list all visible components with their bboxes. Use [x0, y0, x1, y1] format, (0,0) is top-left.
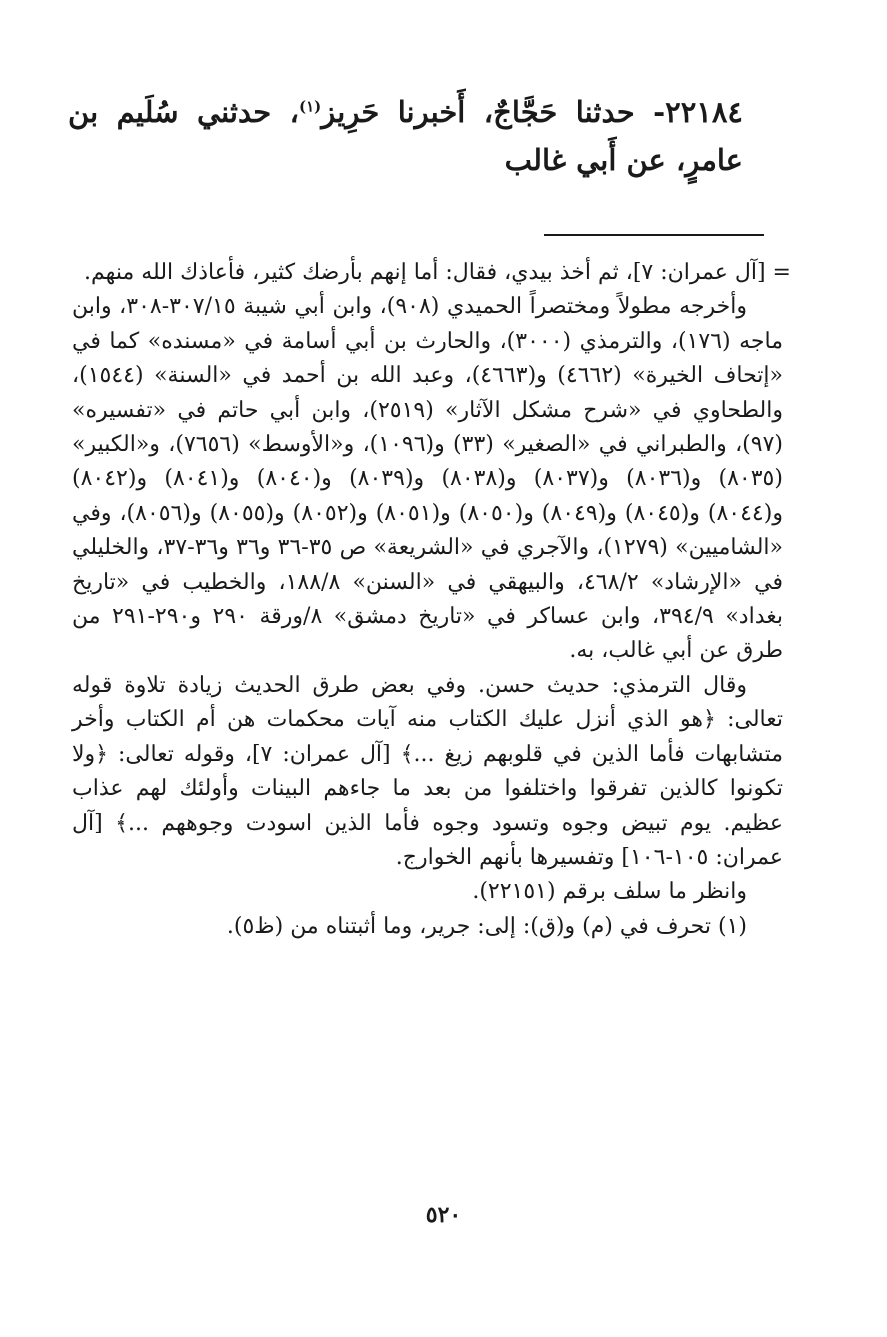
hadith-text: [68, 88, 783, 184]
footnote-divider: [544, 234, 764, 236]
hadith-isnad-part-1: حدثنا حَجَّاجٌ، أَخبرنا حَرِيز: [321, 95, 654, 129]
footnote-1: (١) تحرف في (م) و(ق): إلى: جرير، وما أثبتناه من (ظ٥).: [226, 913, 747, 939]
footnote-tirmidhi-comment: وقال الترمذي: حديث حسن. وفي بعض طرق الحديث زيادة تلاوة قوله تعالى: ﴿هو الذي أنزل عليك الكتاب منه آيات محكمات هن أم الكتاب وأخر متشابهات فأما الذين في قلوبهم زيغ ...﴾ [آل عمران: ٧]، وقوله تعالى: ﴿ولا تكونوا كالذين تفرقوا واختلفوا من بعد ما جاءهم البينات وأولئك لهم عذاب عظيم. يوم تبيض وجوه وتسود وجوه فأما الذين اسودت وجوههم ...﴾ [آل عمران: ١٠٥-١٠٦] وتفسيرها بأنهم الخوارج.: [72, 672, 783, 870]
footnote-takhrij: وأخرجه مطولاً ومختصراً الحميدي (٩٠٨)، وابن أبي شيبة ٣٠٧/١٥-٣٠٨، وابن ماجه (١٧٦)، والترمذي (٣٠٠٠)، والحارث بن أبي أسامة في «مسنده» كما في «إتحاف الخيرة» (٤٦٦٢) و(٤٦٦٣)، وعبد الله بن أحمد في «السنة» (١٥٤٤)، والطحاوي في «شرح مشكل الآثار» (٢٥١٩)، وابن أبي حاتم في «تفسيره» (٩٧)، والطبراني في «الصغير» (٣٣) و(١٠٩٦)، و«الأوسط» (٧٦٥٦)، و«الكبير» (٨٠٣٥) و(٨٠٣٦) و(٨٠٣٧) و(٨٠٣٨) و(٨٠٣٩) و(٨٠٤٠) و(٨٠٤١) و(٨٠٤٢) و(٨٠٤٤) و(٨٠٤٥) و(٨٠٤٩) و(٨٠٥٠) و(٨٠٥١) و(٨٠٥٢) و(٨٠٥٥) و(٨٠٥٦)، وفي «الشاميين» (١٢٧٩)، والآجري في «الشريعة» ص ٣٥-٣٦ و٣٦ و٣٦-٣٧، والخليلي في «الإرشاد» ٤٦٨/٢، والبيهقي في «السنن» ١٨٨/٨، والخطيب في «تاريخ بغداد» ٣٩٤/٩، وابن عساكر في «تاريخ دمشق» ٨/ورقة ٢٩٠ و٢٩٠-٢٩١ من طرق عن أبي غالب، به.: [72, 294, 784, 664]
footnote-see-also: وانظر ما سلف برقم (٢٢١٥١).: [472, 879, 747, 905]
footnotes-section: [72, 256, 791, 944]
page-number: ٥٢٠: [425, 1202, 462, 1228]
hadith-isnad-part-2: ، حدثني سُلَيم بن عامرٍ، عن أَبي غالب: [68, 95, 743, 177]
footnote-marker[interactable]: (١): [298, 97, 322, 116]
hadith-paragraph: [68, 88, 783, 184]
hadith-number: ٢٢١٨٤-: [653, 95, 744, 129]
footnote-continuation: = [آل عمران: ٧]، ثم أخذ بيدي، فقال: أما إنهم بأرضك كثير، فأعاذك الله منهم.: [84, 260, 791, 285]
